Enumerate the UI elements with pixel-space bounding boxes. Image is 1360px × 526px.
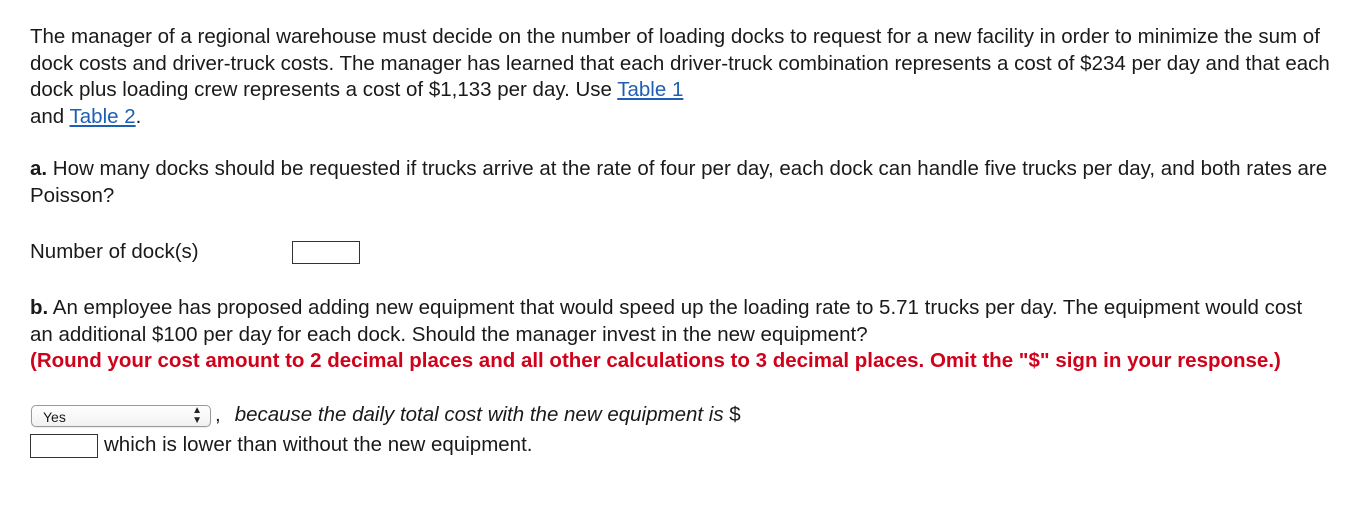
intro-paragraph xyxy=(30,24,1330,130)
part-b-question xyxy=(30,295,1330,375)
question-page xyxy=(30,24,1330,459)
part-b-answer-row xyxy=(30,401,1330,431)
part-b-label: b. xyxy=(30,296,49,319)
select-arrows-icon: ▲ ▼ xyxy=(192,404,202,426)
invest-select-value: Yes xyxy=(43,408,66,425)
part-a-text: How many docks should be requested if trucks arrive at the rate of four per day, each dock can handle five trucks per day, and both rates are Poisson? xyxy=(30,157,1328,207)
rounding-instruction: (Round your cost amount to 2 decimal places and all other calculations to 3 decimal places. Omit the "$" sign in your response.) xyxy=(30,349,1281,372)
comma: , xyxy=(215,403,221,427)
invest-select[interactable] xyxy=(31,405,211,427)
intro-text: The manager of a regional warehouse must decide on the number of loading docks to request for a new facility in order to minimize the sum of dock costs and driver-truck costs. The manager has learned that each driver-truck combination represents a cost of $234 per day and that each dock plus loading crew represents a cost of $1,133 per day. Use xyxy=(30,25,1330,101)
part-b-text: An employee has proposed adding new equipment that would speed up the loading rate to 5.71 trucks per day. The equipment would cost an additional $100 per day for each dock. Should the manager invest in the new equipment? xyxy=(30,296,1303,346)
part-a-label: a. xyxy=(30,157,48,180)
table-2-link[interactable]: Table 2 xyxy=(69,104,136,128)
because-text: because the daily total cost with the new equipment is xyxy=(234,403,724,427)
table-1-link[interactable]: Table 1 xyxy=(617,78,684,101)
intro-and: and xyxy=(30,104,70,128)
intro-end: . xyxy=(135,104,142,128)
tail-text: which is lower than without the new equipment. xyxy=(104,433,533,456)
part-a-answer-row xyxy=(30,234,1330,270)
dollar-sign: $ xyxy=(729,403,741,427)
docks-label: Number of dock(s) xyxy=(30,239,199,263)
part-a-question xyxy=(30,156,1330,209)
docks-input[interactable] xyxy=(292,241,360,264)
part-b-answer-row-2 xyxy=(30,431,1330,459)
total-cost-input[interactable] xyxy=(30,434,98,458)
